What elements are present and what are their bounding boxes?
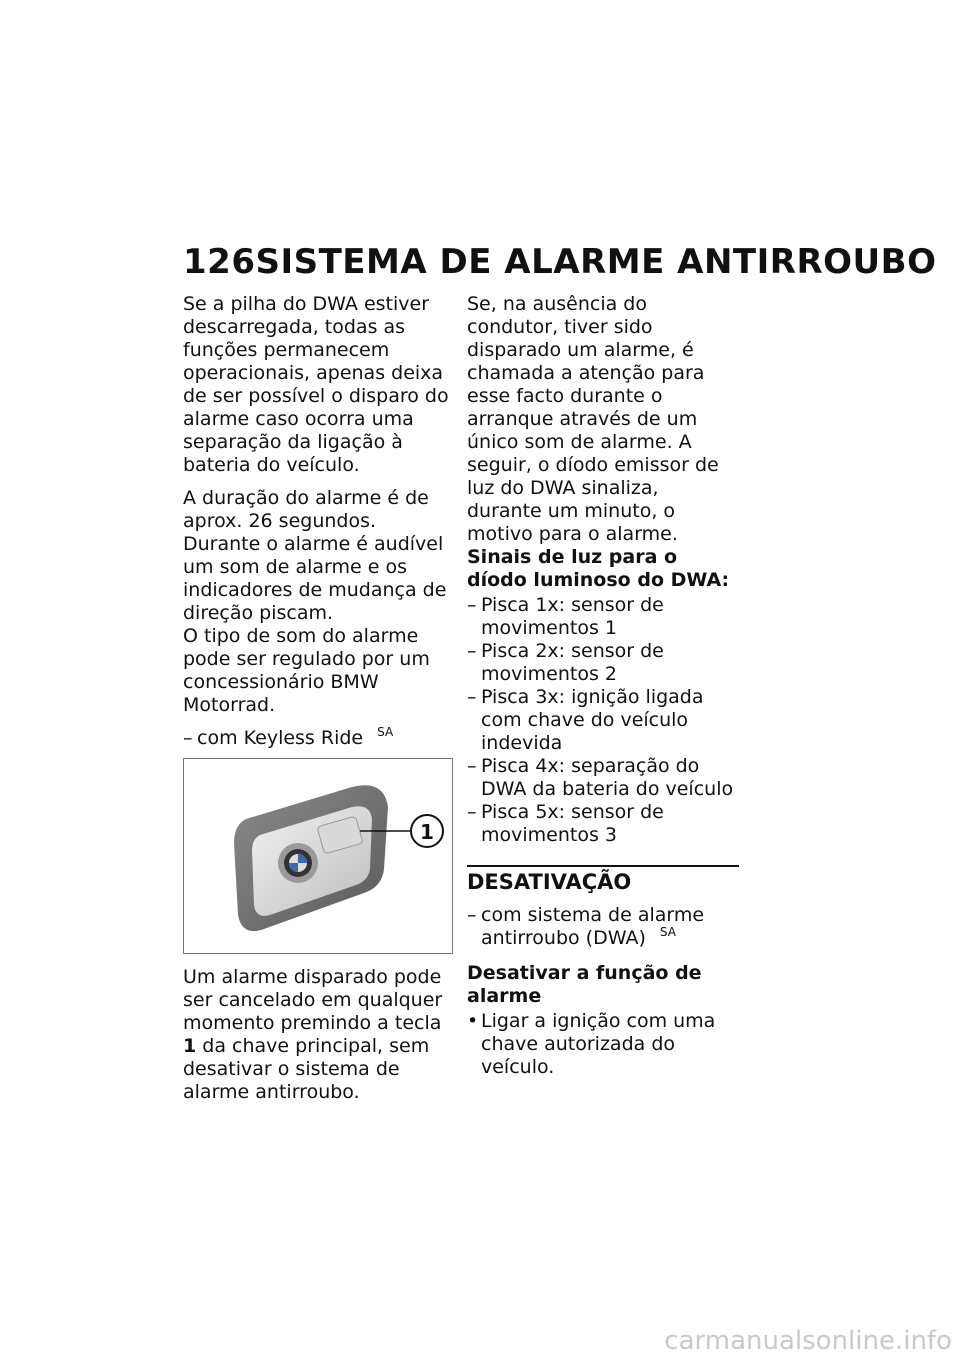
- section-title: DESATIVAÇÃO: [467, 870, 632, 894]
- dash-mark: –: [183, 727, 193, 749]
- text-span: Um alarme disparado pode ser cancelado em qualquer momento premindo a tecla: [183, 966, 443, 1034]
- bullet-mark: •: [467, 1010, 479, 1032]
- list-item: [467, 686, 739, 755]
- list-item: [467, 594, 739, 640]
- text-span: da chave principal, sem desativar o sistema de alarme antirroubo.: [183, 1035, 430, 1103]
- right-column: [467, 293, 739, 1079]
- paragraph: A duração do alarme é de aprox. 26 segundos. Durante o alarme é audível um som de alarme e os indicadores de mudança de direção piscam.: [183, 487, 447, 624]
- list-item-text: Pisca 3x: ignição ligada com chave do veículo indevida: [481, 686, 704, 754]
- sa-marker: SA: [377, 725, 394, 739]
- dash-mark: –: [467, 801, 477, 823]
- key-fob-icon: [184, 759, 452, 953]
- paragraph: [183, 966, 455, 1104]
- dwa-option: [467, 904, 739, 950]
- watermark: carmanualsonline.info: [664, 1326, 952, 1356]
- sa-marker: SA: [659, 925, 676, 939]
- section-divider: [467, 865, 739, 867]
- step-text: Ligar a ignição com uma chave autorizada do veículo.: [481, 1010, 716, 1078]
- list-item: [467, 640, 739, 686]
- list-item-text: Pisca 5x: sensor de movimentos 3: [481, 801, 664, 846]
- list-item: [467, 755, 739, 801]
- option-label: com Keyless Ride: [197, 727, 364, 749]
- dash-mark: –: [467, 755, 477, 777]
- procedure-step: [467, 1010, 739, 1079]
- dash-mark: –: [467, 640, 477, 662]
- option-label: com sistema de alarme antirroubo (DWA): [481, 904, 705, 949]
- callout-number: 1: [420, 820, 434, 844]
- dash-mark: –: [467, 594, 477, 616]
- page-header: [183, 242, 937, 282]
- left-column: [183, 293, 455, 1114]
- signals-list: [467, 594, 739, 847]
- page-number: 126: [183, 242, 256, 282]
- key-reference: 1: [183, 1035, 197, 1057]
- dash-mark: –: [467, 686, 477, 708]
- paragraph: Se a pilha do DWA estiver descarregada, todas as funções permanecem operacionais, apenas deixa de ser possível o disparo do alarme caso ocorra uma separação da ligação à bateria do veículo.: [183, 293, 449, 476]
- paragraph: Se, na ausência do condutor, tiver sido disparado um alarme, é chamada a atenção para esse facto durante o arranque através de um único som de alarme. A seguir, o díodo emissor de luz do DWA sinaliza, durante um minuto, o motivo para o alarme.: [467, 293, 719, 545]
- keyless-option: [183, 727, 455, 750]
- dash-mark: –: [467, 904, 477, 926]
- signals-heading: Sinais de luz para o díodo luminoso do DWA:: [467, 546, 730, 591]
- list-item-text: Pisca 1x: sensor de movimentos 1: [481, 594, 664, 639]
- page-title: SISTEMA DE ALARME ANTIRROUBO: [255, 242, 937, 282]
- list-item-text: Pisca 4x: separação do DWA da bateria do veículo: [481, 755, 734, 800]
- key-fob-figure: [183, 758, 453, 954]
- list-item: [467, 801, 739, 847]
- paragraph: O tipo de som do alarme pode ser regulado por um concessionário BMW Motorrad.: [183, 625, 430, 716]
- list-item-text: Pisca 2x: sensor de movimentos 2: [481, 640, 664, 685]
- procedure-heading: Desativar a função de alarme: [467, 962, 702, 1007]
